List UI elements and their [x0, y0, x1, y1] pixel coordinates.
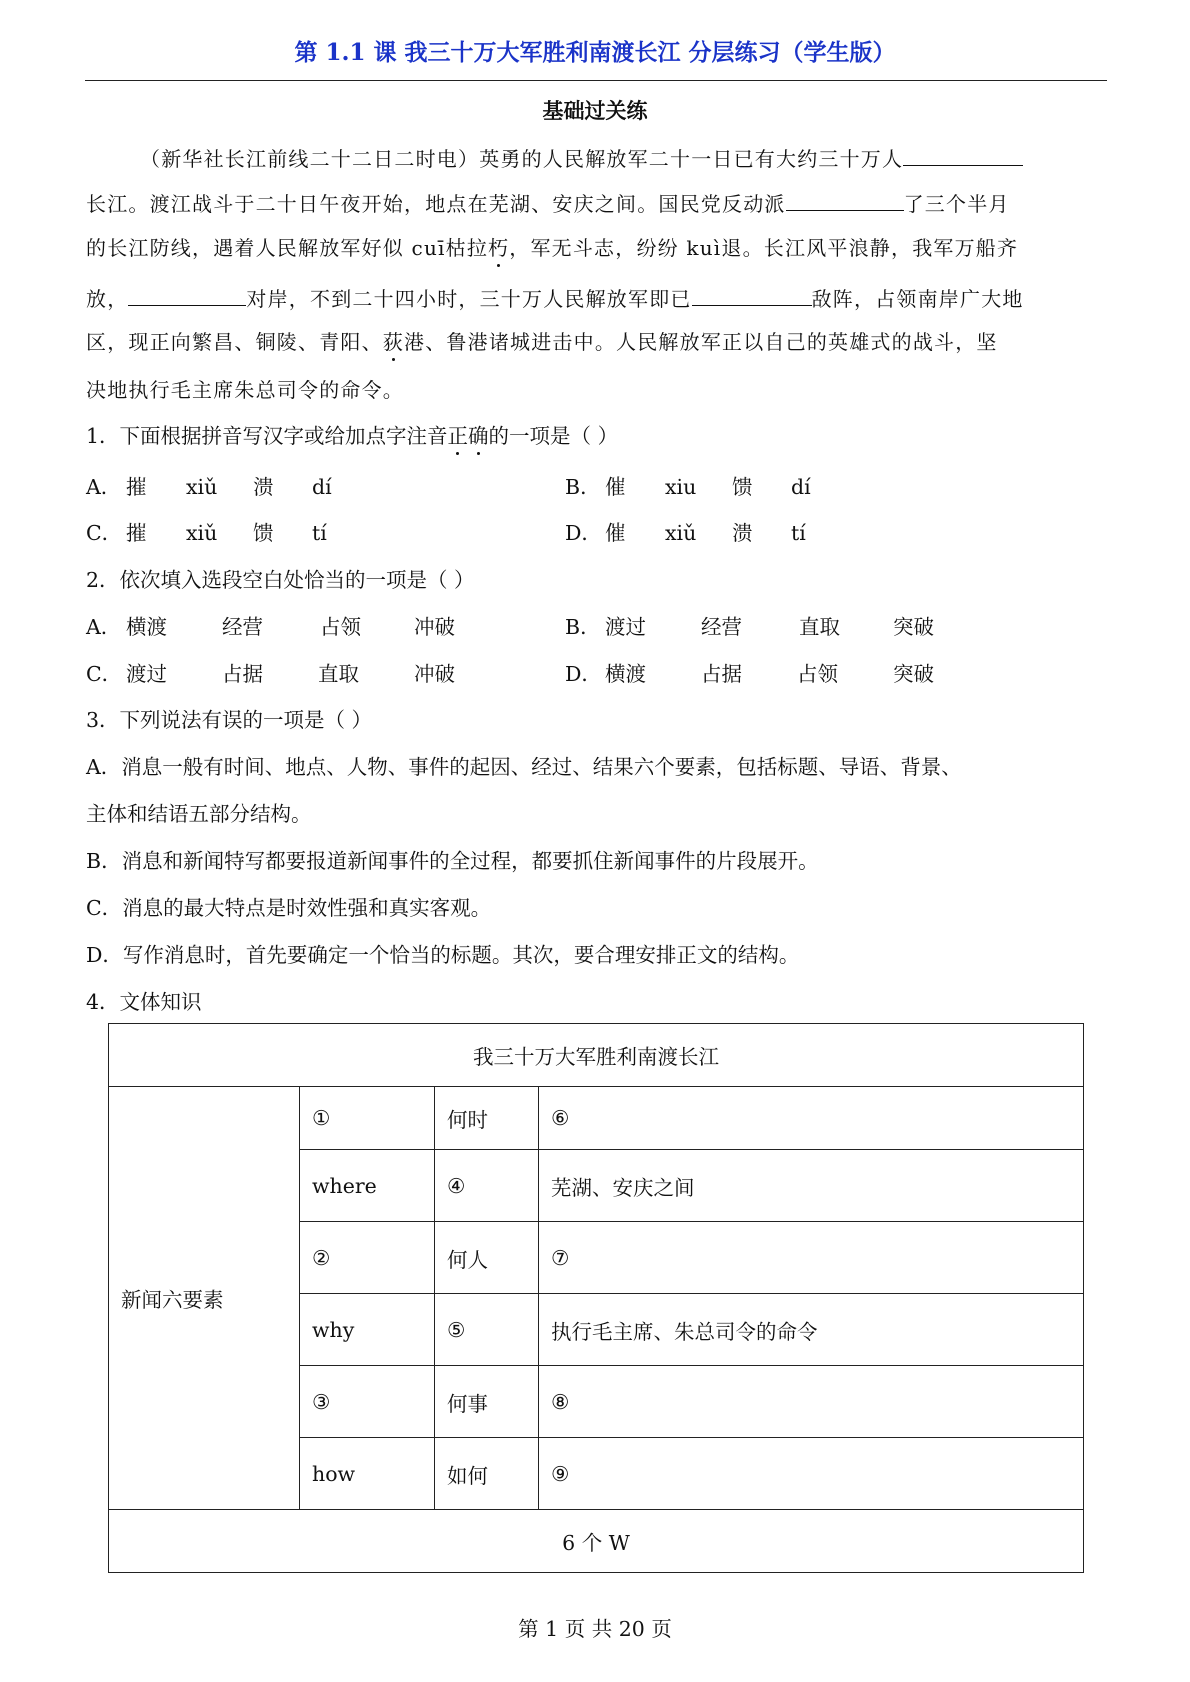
section-heading: 基础过关练 — [542, 98, 648, 123]
table-row-header: 新闻六要素 — [109, 1087, 300, 1510]
passage-line-6: 决地执行毛主席朱总司令的命令。 — [86, 378, 404, 402]
table-cell: ⑨ — [539, 1438, 1084, 1510]
fill-blank-1 — [903, 145, 1023, 166]
option-cell: 经营 — [222, 615, 263, 639]
option-cell: dí — [312, 475, 332, 499]
option-label: A． — [86, 475, 122, 499]
passage-text: 放， — [86, 287, 129, 311]
option-cell: 突破 — [893, 662, 934, 686]
option-cell: 溃 — [732, 521, 753, 545]
passage-text: 的长江防线，遇着人民解放军好似 cuī枯拉 — [86, 236, 489, 260]
question-3-stem: 3．下列说法有误的一项是（ ） — [86, 708, 373, 732]
q3-option-a[interactable]: A．消息一般有时间、地点、人物、事件的起因、经过、结果六个要素，包括标题、导语、背景、 — [86, 755, 962, 779]
table-title-row — [109, 1024, 1084, 1087]
table-cell: ② — [300, 1222, 435, 1294]
q1-option-d[interactable] — [565, 516, 806, 546]
question-1-stem — [86, 419, 618, 449]
option-cell: 经营 — [701, 615, 742, 639]
fill-blank-4 — [692, 285, 812, 306]
option-cell: 渡过 — [605, 615, 646, 639]
passage-text: 了三个半月 — [903, 192, 1010, 216]
table-cell: 执行毛主席、朱总司令的命令 — [539, 1294, 1084, 1366]
option-cell: 直取 — [318, 662, 359, 686]
table-cell: ① — [300, 1087, 435, 1150]
option-cell: 溃 — [253, 475, 274, 499]
table-cell: ⑤ — [435, 1294, 539, 1366]
q1-option-b[interactable] — [565, 470, 811, 500]
option-cell: 突破 — [893, 615, 934, 639]
table-cell: 何事 — [435, 1366, 539, 1438]
passage-line-2 — [86, 188, 1010, 217]
option-label: C． — [86, 662, 123, 686]
option-cell: 渡过 — [126, 662, 167, 686]
table-cell: ⑧ — [539, 1366, 1084, 1438]
option-label: D． — [565, 521, 602, 545]
table-cell: ⑥ — [539, 1087, 1084, 1150]
q2-option-c[interactable] — [86, 657, 455, 687]
table-footer: 6 个 W — [109, 1510, 1084, 1573]
q2-option-b[interactable] — [565, 610, 934, 640]
option-label: C． — [86, 521, 123, 545]
option-cell: 摧 — [126, 521, 147, 545]
table-row — [109, 1087, 1084, 1150]
option-cell: tí — [791, 521, 806, 545]
option-cell: 占据 — [222, 662, 263, 686]
dotted-character: 荻 — [382, 330, 405, 354]
option-cell: 横渡 — [126, 615, 167, 639]
q3-option-c[interactable]: C．消息的最大特点是时效性强和真实客观。 — [86, 896, 492, 920]
q2-option-a[interactable] — [86, 610, 455, 640]
option-cell: 摧 — [126, 475, 147, 499]
passage-text: 区，现正向繁昌、铜陵、青阳、 — [86, 330, 383, 354]
table-cell: ⑦ — [539, 1222, 1084, 1294]
table-cell: 芜湖、安庆之间 — [539, 1150, 1084, 1222]
passage-text: （新华社长江前线二十二日二时电）英勇的人民解放军二十一日已有大约三十万人 — [140, 147, 904, 171]
option-cell: 占据 — [701, 662, 742, 686]
question-4-stem: 4．文体知识 — [86, 990, 202, 1014]
q2-option-d[interactable] — [565, 657, 934, 687]
q1-option-c[interactable] — [86, 516, 327, 546]
header-divider — [85, 80, 1107, 81]
option-cell: 占领 — [320, 615, 361, 639]
option-label: B． — [565, 615, 601, 639]
option-label: B． — [565, 475, 601, 499]
passage-line-4 — [86, 283, 1024, 312]
passage-line-5 — [86, 326, 998, 355]
option-cell: xiǔ — [665, 521, 697, 545]
dotted-character: 朽 — [488, 236, 510, 260]
table-cell: ④ — [435, 1150, 539, 1222]
option-cell: 横渡 — [605, 662, 646, 686]
table-cell: where — [300, 1150, 435, 1222]
option-cell: 冲破 — [414, 662, 455, 686]
question-2-stem: 2．依次填入选段空白处恰当的一项是（ ） — [86, 568, 475, 592]
option-cell: dí — [791, 475, 811, 499]
passage-text: 对岸，不到二十四小时，三十万人民解放军即已 — [246, 287, 692, 311]
option-label: D． — [565, 662, 602, 686]
table-cell: 如何 — [435, 1438, 539, 1510]
option-cell: xiǔ — [186, 475, 218, 499]
q3-option-a-continued: 主体和结语五部分结构。 — [86, 802, 312, 826]
table-title: 我三十万大军胜利南渡长江 — [109, 1024, 1084, 1087]
q1-option-a[interactable] — [86, 470, 332, 500]
option-cell: xiǔ — [186, 521, 218, 545]
dotted-character: 确 — [468, 424, 489, 448]
option-label: A． — [86, 615, 122, 639]
table-cell: how — [300, 1438, 435, 1510]
stem-text: 的一项是（ ） — [488, 424, 619, 448]
option-cell: 馈 — [253, 521, 274, 545]
option-cell: 占领 — [797, 662, 838, 686]
passage-line-1 — [140, 143, 1023, 172]
passage-text: 港、鲁港诸城进击中。人民解放军正以自己的英雄式的战斗，坚 — [404, 330, 998, 354]
table-cell: why — [300, 1294, 435, 1366]
fill-blank-3 — [128, 285, 246, 306]
passage-text: ，军无斗志，纷纷 kuì退。长江风平浪静，我军万船齐 — [509, 236, 1019, 260]
dotted-character: 正 — [447, 424, 469, 448]
table-cell: 何人 — [435, 1222, 539, 1294]
option-cell: 催 — [605, 521, 626, 545]
option-cell: tí — [312, 521, 327, 545]
table-cell: ③ — [300, 1366, 435, 1438]
stem-text: 1．下面根据拼音写汉字或给加点字注音 — [86, 424, 448, 448]
option-cell: 直取 — [799, 615, 840, 639]
passage-text: 长江。渡江战斗于二十日午夜开始，地点在芜湖、安庆之间。国民党反动派 — [86, 192, 786, 216]
option-cell: xiu — [665, 475, 697, 499]
q3-option-b[interactable]: B．消息和新闻特写都要报道新闻事件的全过程，都要抓住新闻事件的片段展开。 — [86, 849, 819, 873]
fill-blank-2 — [786, 190, 904, 211]
passage-line-3 — [86, 232, 1018, 261]
table-cell: 何时 — [435, 1087, 539, 1150]
document-title: 第 1.1 课 我三十万大军胜利南渡长江 分层练习（学生版） — [294, 39, 896, 66]
passage-text: 敌阵，占领南岸广大地 — [811, 287, 1024, 311]
page-number: 第 1 页 共 20 页 — [518, 1617, 672, 1641]
q3-option-d[interactable]: D．写作消息时，首先要确定一个恰当的标题。其次，要合理安排正文的结构。 — [86, 943, 800, 967]
option-cell: 馈 — [732, 475, 753, 499]
option-cell: 催 — [605, 475, 626, 499]
table-footer-row — [109, 1510, 1084, 1573]
news-elements-table — [108, 1023, 1084, 1573]
option-cell: 冲破 — [414, 615, 455, 639]
